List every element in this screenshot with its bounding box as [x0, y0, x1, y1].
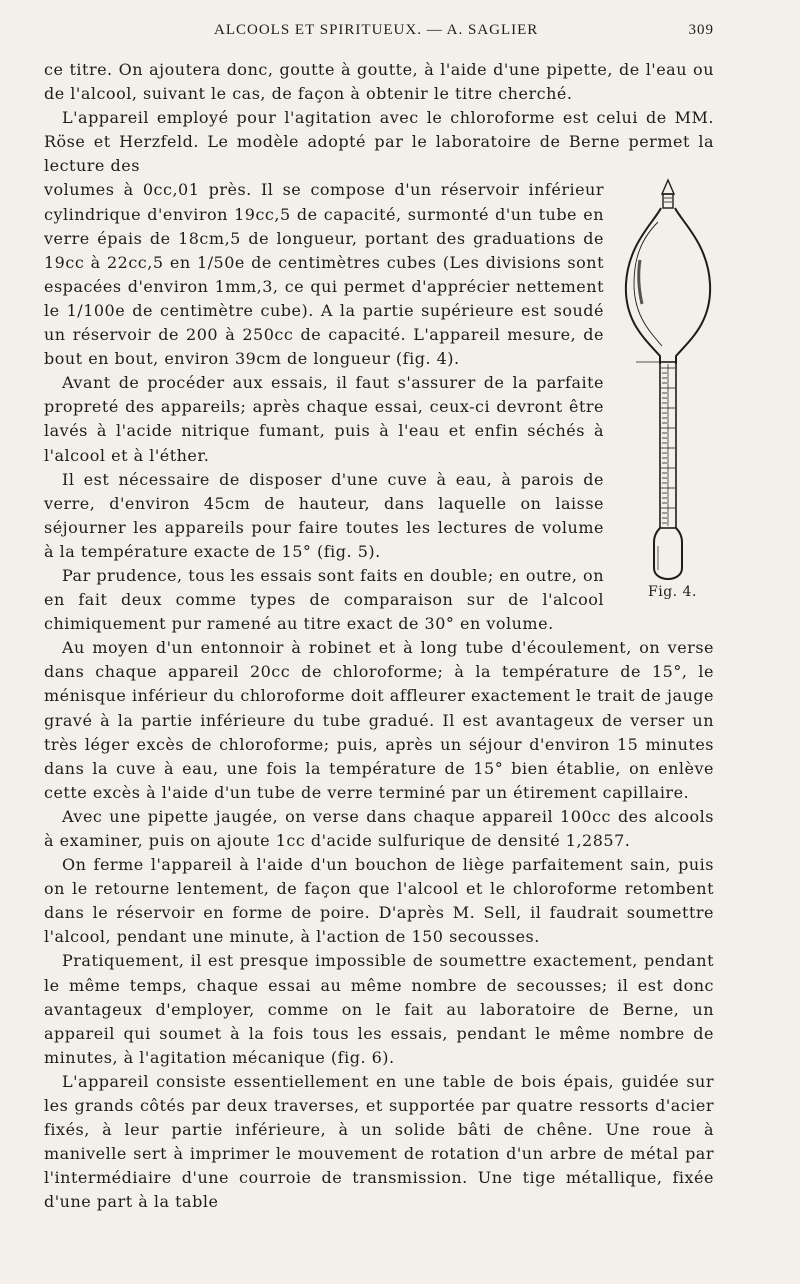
paragraph-7: Avec une pipette jaugée, on verse dans chaque appareil 100cc des alcools à examiner, puis on ajoute 1cc d'acide sulfurique de densité 1,2857.: [44, 806, 714, 850]
running-title: ALCOOLS ET SPIRITUEUX. — A. SAGLIER: [214, 22, 539, 38]
body-text: [44, 58, 714, 1215]
paragraph-2b: volumes à 0cc,01 près. Il se compose d'un réservoir inférieur cylindrique d'environ 19cc,5 de capacité, surmonté d'un tube en verre épais de 18cm,5 de longueur, portant des graduations de 19cc à 22cc,5 en 1/50e de centimètres cubes (Les divisions sont espacées d'environ 1mm,3, ce qui permet d'apprécier nettement le 1/100e de centimètre cube). A la partie supérieure est soudé un réservoir de 200 à 250cc de capacité. L'appareil mesure, de bout en bout, environ 39cm de longueur (fig. 4).: [44, 180, 604, 369]
paragraph-4: Il est nécessaire de disposer d'une cuve à eau, à parois de verre, d'environ 45cm de hauteur, dans laquelle on laisse séjourner les appareils pour faire toutes les lectures de volume à la température exacte de 15° (fig. 5).: [44, 469, 604, 561]
paragraph-10: L'appareil consiste essentiellement en une table de bois épais, guidée sur les grands côtés par deux traverses, et supportée par quatre ressorts d'acier fixés, à leur partie inférieure, à un solide bâti de chêne. Une roue à manivelle sert à imprimer le mouvement de rotation d'un arbre de métal par l'intermédiaire d'une courroie de transmission. Une tige métallique, fixée d'une part à la table: [44, 1071, 714, 1212]
graduated-tube-illustration: [618, 176, 718, 581]
paragraph-9: Pratiquement, il est presque impossible de soumettre exactement, pendant le même temps, chaque essai au même nombre de secousses; il est donc avantageux d'employer, comme on le fait au laboratoire de Berne, un appareil qui soumet à la fois tous les essais, pendant le même nombre de minutes, à l'agitation mécanique (fig. 6).: [44, 951, 714, 1067]
page-number: 309: [688, 22, 714, 38]
paragraph-3: Avant de procéder aux essais, il faut s'assurer de la parfaite propreté des appareils; après chaque essai, ceux-ci devront être lavés à l'acide nitrique fumant, puis à l'eau et enfin séchés à l'alcool et à l'éther.: [44, 373, 604, 465]
paragraph-5: Par prudence, tous les essais sont faits en double; en outre, on en fait deux comme types de comparaison sur de l'alcool chimiquement pur ramené au titre exact de 30° en volume.: [44, 565, 604, 634]
running-header: [44, 22, 714, 46]
figure-4: [618, 176, 718, 616]
paragraph-2a: L'appareil employé pour l'agitation avec le chloroforme est celui de MM. Röse et Herzfeld. Le modèle adopté par le laboratoire de Berne permet la lecture des: [44, 108, 714, 176]
paragraph-8: On ferme l'appareil à l'aide d'un bouchon de liège parfaitement sain, puis on le retourne lentement, de façon que l'alcool et le chloroforme retombent dans le réservoir en forme de poire. D'après M. Sell, il faudrait soumettre l'alcool, pendant une minute, à l'action de 150 secousses.: [44, 855, 714, 947]
figure-caption: Fig. 4.: [648, 584, 697, 600]
paragraph-1: ce titre. On ajoutera donc, goutte à goutte, à l'aide d'une pipette, de l'eau ou de l'alcool, suivant le cas, de façon à obtenir le titre cherché.: [44, 60, 714, 104]
paragraph-6: Au moyen d'un entonnoir à robinet et à long tube d'écoulement, on verse dans chaque appareil 20cc de chloroforme; à la température de 15°, le ménisque inférieur du chloroforme doit affleurer exactement le trait de jauge gravé à la partie inférieure du tube gradué. Il est avantageux de verser un très léger excès de chloroforme; puis, après un séjour d'environ 15 minutes dans la cuve à eau, une fois la température de 15° bien établie, on enlève cette excès à l'aide d'un tube de verre terminé par un étirement capillaire.: [44, 638, 714, 802]
